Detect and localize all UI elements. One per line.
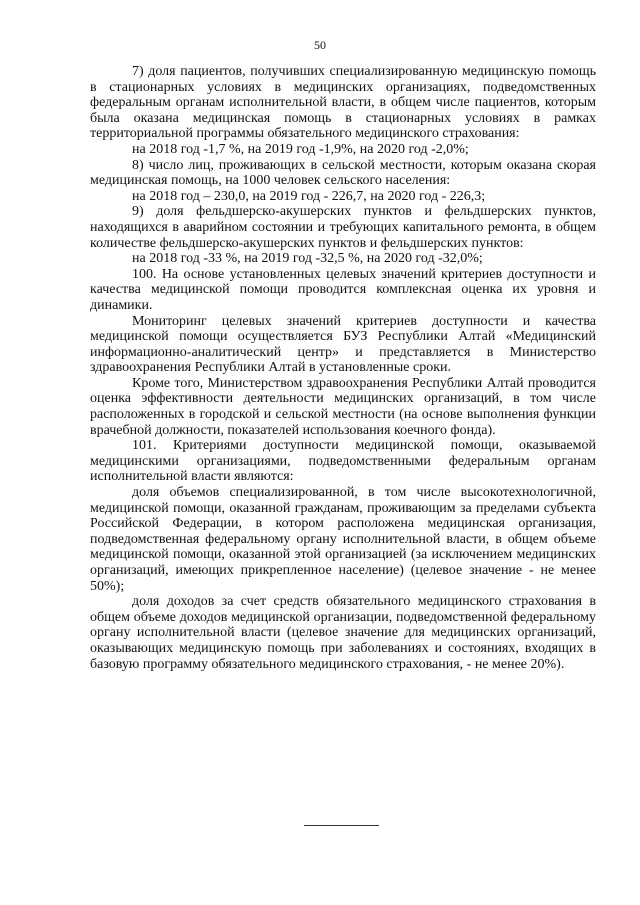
paragraph-criterion-oms-income: доля доходов за счет средств обязательного медицинского страхования в общем объеме доходов медицинской организации, подведомственной федеральному органу исполнительной власти (целевое значение для медицинских организаций, оказывающих медицинскую помощь при заболеваниях и состояниях, входящих в базовую программу обязательного медицинского страхования, - не менее 20%). [90,594,596,672]
paragraph-item-7: 7) доля пациентов, получивших специализированную медицинскую помощь в стационарных условиях в медицинских организациях, подведомственных федеральным органам исполнительной власти, в общем числе пациентов, которым была оказана медицинская помощь в стационарных условиях в рамках территориальной программы обязательного медицинского страхования: [90,64,596,142]
document-body [90,64,596,672]
paragraph-item-9: 9) доля фельдшерско-акушерских пунктов и фельдшерских пунктов, находящихся в аварийном состоянии и требующих капитального ремонта, в общем количестве фельдшерско-акушерских пунктов и фельдшерских пунктов: [90,204,596,251]
paragraph-item-8: 8) число лиц, проживающих в сельской местности, которым оказана скорая медицинская помощь, на 1000 человек сельского населения: [90,157,596,189]
footer-rule [304,825,379,826]
paragraph-101: 101. Критериями доступности медицинской помощи, оказываемой медицинскими организациями, подведомственными федеральным органам исполнительной власти являются: [90,438,596,485]
paragraph-efficiency-assessment: Кроме того, Министерством здравоохранения Республики Алтай проводится оценка эффективности деятельности медицинских организаций, в том числе расположенных в городской и сельской местности (на основе выполнения функции врачебной должности, показателей использования коечного фонда). [90,375,596,438]
page-number: 50 [314,38,326,52]
paragraph-100: 100. На основе установленных целевых значений критериев доступности и качества медицинской помощи проводится комплексная оценка их уровня и динамики. [90,266,596,313]
paragraph-item-9-values: на 2018 год -33 %, на 2019 год -32,5 %, на 2020 год -32,0%; [132,251,483,267]
paragraph-item-8-values: на 2018 год – 230,0, на 2019 год - 226,7, на 2020 год - 226,3; [132,188,486,204]
paragraph-monitoring: Мониторинг целевых значений критериев доступности и качества медицинской помощи осуществляется БУЗ Республики Алтай «Медицинский информационно-аналитический центр» и представляется в Министерство здравоохранения Республики Алтай в установленные сроки. [90,313,596,376]
paragraph-item-7-values: на 2018 год -1,7 %, на 2019 год -1,9%, на 2020 год -2,0%; [132,141,469,157]
paragraph-criterion-specialized-care: доля объемов специализированной, в том числе высокотехнологичной, медицинской помощи, оказанной гражданам, проживающим за пределами субъекта Российской Федерации, в котором расположена медицинская организация, подведомственная федеральному органу исполнительной власти, в общем объеме медицинской помощи, оказанной этой организацией (за исключением медицинских организаций, имеющих прикрепленное население) (целевое значение - не менее 50%); [90,485,596,594]
